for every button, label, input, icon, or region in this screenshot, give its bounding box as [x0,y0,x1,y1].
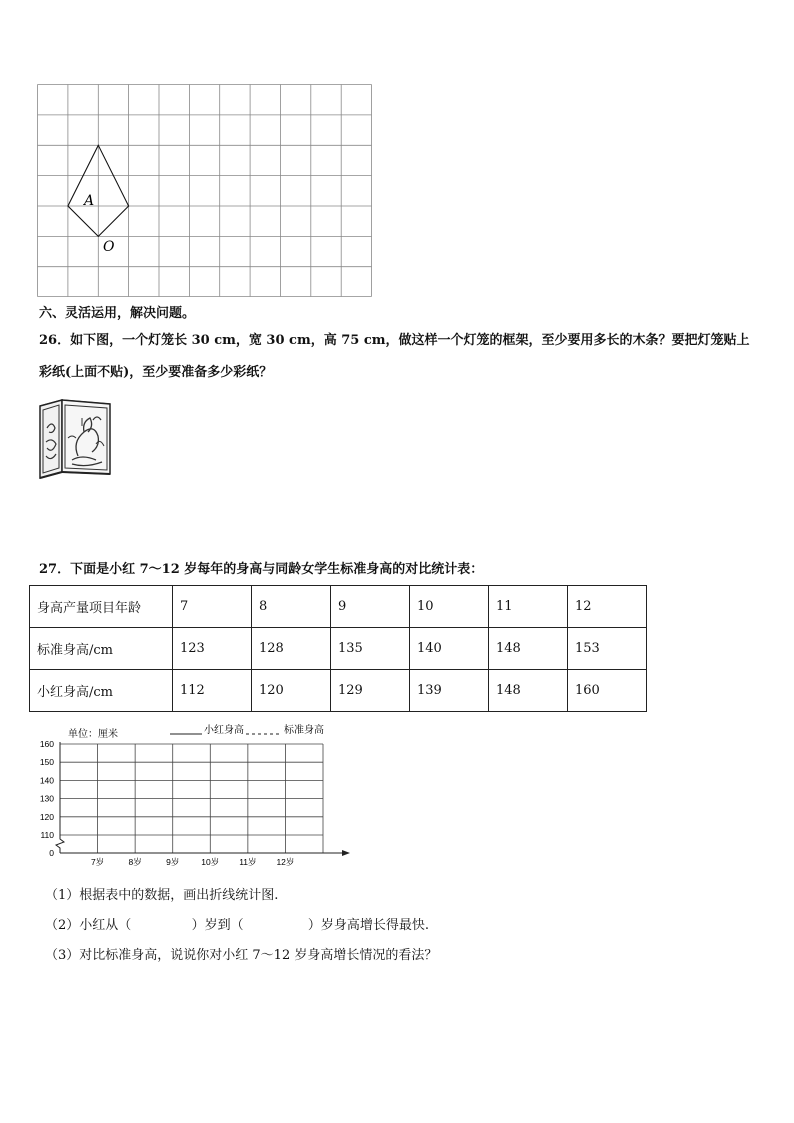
blank-line-chart [30,722,360,870]
legend-label: 标准身高 [284,725,324,736]
y-tick-label: 130 [39,793,54,804]
table-cell: 128 [252,628,331,670]
table-cell: 8 [252,586,331,628]
table-cell: 身高产量项目年龄 [30,586,173,628]
chart-unit-label: 单位：厘米 [68,729,118,740]
table-cell: 112 [173,670,252,712]
label-a: A [84,193,95,209]
q26-text-line2: 彩纸(上面不贴)，至少要准备多少彩纸？ [39,365,273,380]
q27-sub2-part-c: ）岁身高增长得最快. [307,918,429,933]
section-heading: 六、灵活运用，解决问题。 [39,306,196,321]
table-cell: 140 [410,628,489,670]
table-cell: 139 [410,670,489,712]
table-cell: 129 [331,670,410,712]
x-tick-label: 7岁 [90,857,105,867]
table-cell: 7 [173,586,252,628]
table-cell: 10 [410,586,489,628]
y-tick-label: 120 [39,811,54,822]
table-cell: 标准身高/cm [30,628,173,670]
x-tick-label: 10岁 [201,857,220,867]
table-cell: 123 [173,628,252,670]
y-tick-label: 0 [49,848,54,858]
q27-sub3: （3）对比标准身高，说说你对小红 7～12 岁身高增长情况的看法？ [45,948,438,963]
q27-sub1: （1）根据表中的数据，画出折线统计图. [45,888,279,903]
table-cell: 160 [568,670,647,712]
table-row [30,670,647,712]
table-cell: 153 [568,628,647,670]
y-tick-label: 150 [39,757,54,768]
y-tick-label: 140 [39,775,54,786]
grid-lines [38,85,372,297]
table-cell: 148 [489,670,568,712]
q27-sub2-part-a: （2）小红从（ [45,918,132,933]
table-cell: 120 [252,670,331,712]
x-tick-label: 12岁 [276,857,295,867]
paper-lantern-illustration [38,398,112,480]
kite-grid-figure [37,84,373,298]
label-o: O [103,239,115,255]
q27-intro: 27．下面是小红 7～12 岁每年的身高与同龄女学生标准身高的对比统计表： [39,562,484,577]
x-tick-label: 11岁 [239,857,257,867]
x-axis-arrow [342,850,350,856]
legend-label: 小红身高 [204,725,244,736]
y-tick-label: 110 [40,830,54,840]
table-cell: 12 [568,586,647,628]
table-cell: 11 [489,586,568,628]
q27-sub2-part-b: ）岁到（ [191,918,244,933]
table-cell: 135 [331,628,410,670]
table-row [30,628,647,670]
table-cell: 小红身高/cm [30,670,173,712]
q27-sub2 [45,918,429,934]
table-cell: 148 [489,628,568,670]
q26-text-line1: 26．如下图，一个灯笼长 30 cm，宽 30 cm，高 75 cm，做这样一个灯笼的框架，至少要用多长的木条？要把灯笼贴上 [39,333,750,348]
y-tick-label: 160 [39,739,54,749]
table-header-row [30,586,647,628]
table-cell: 9 [331,586,410,628]
axis-break-mark [56,742,64,853]
x-tick-label: 9岁 [166,857,180,867]
height-comparison-table [29,585,647,712]
x-tick-label: 8岁 [128,857,142,867]
